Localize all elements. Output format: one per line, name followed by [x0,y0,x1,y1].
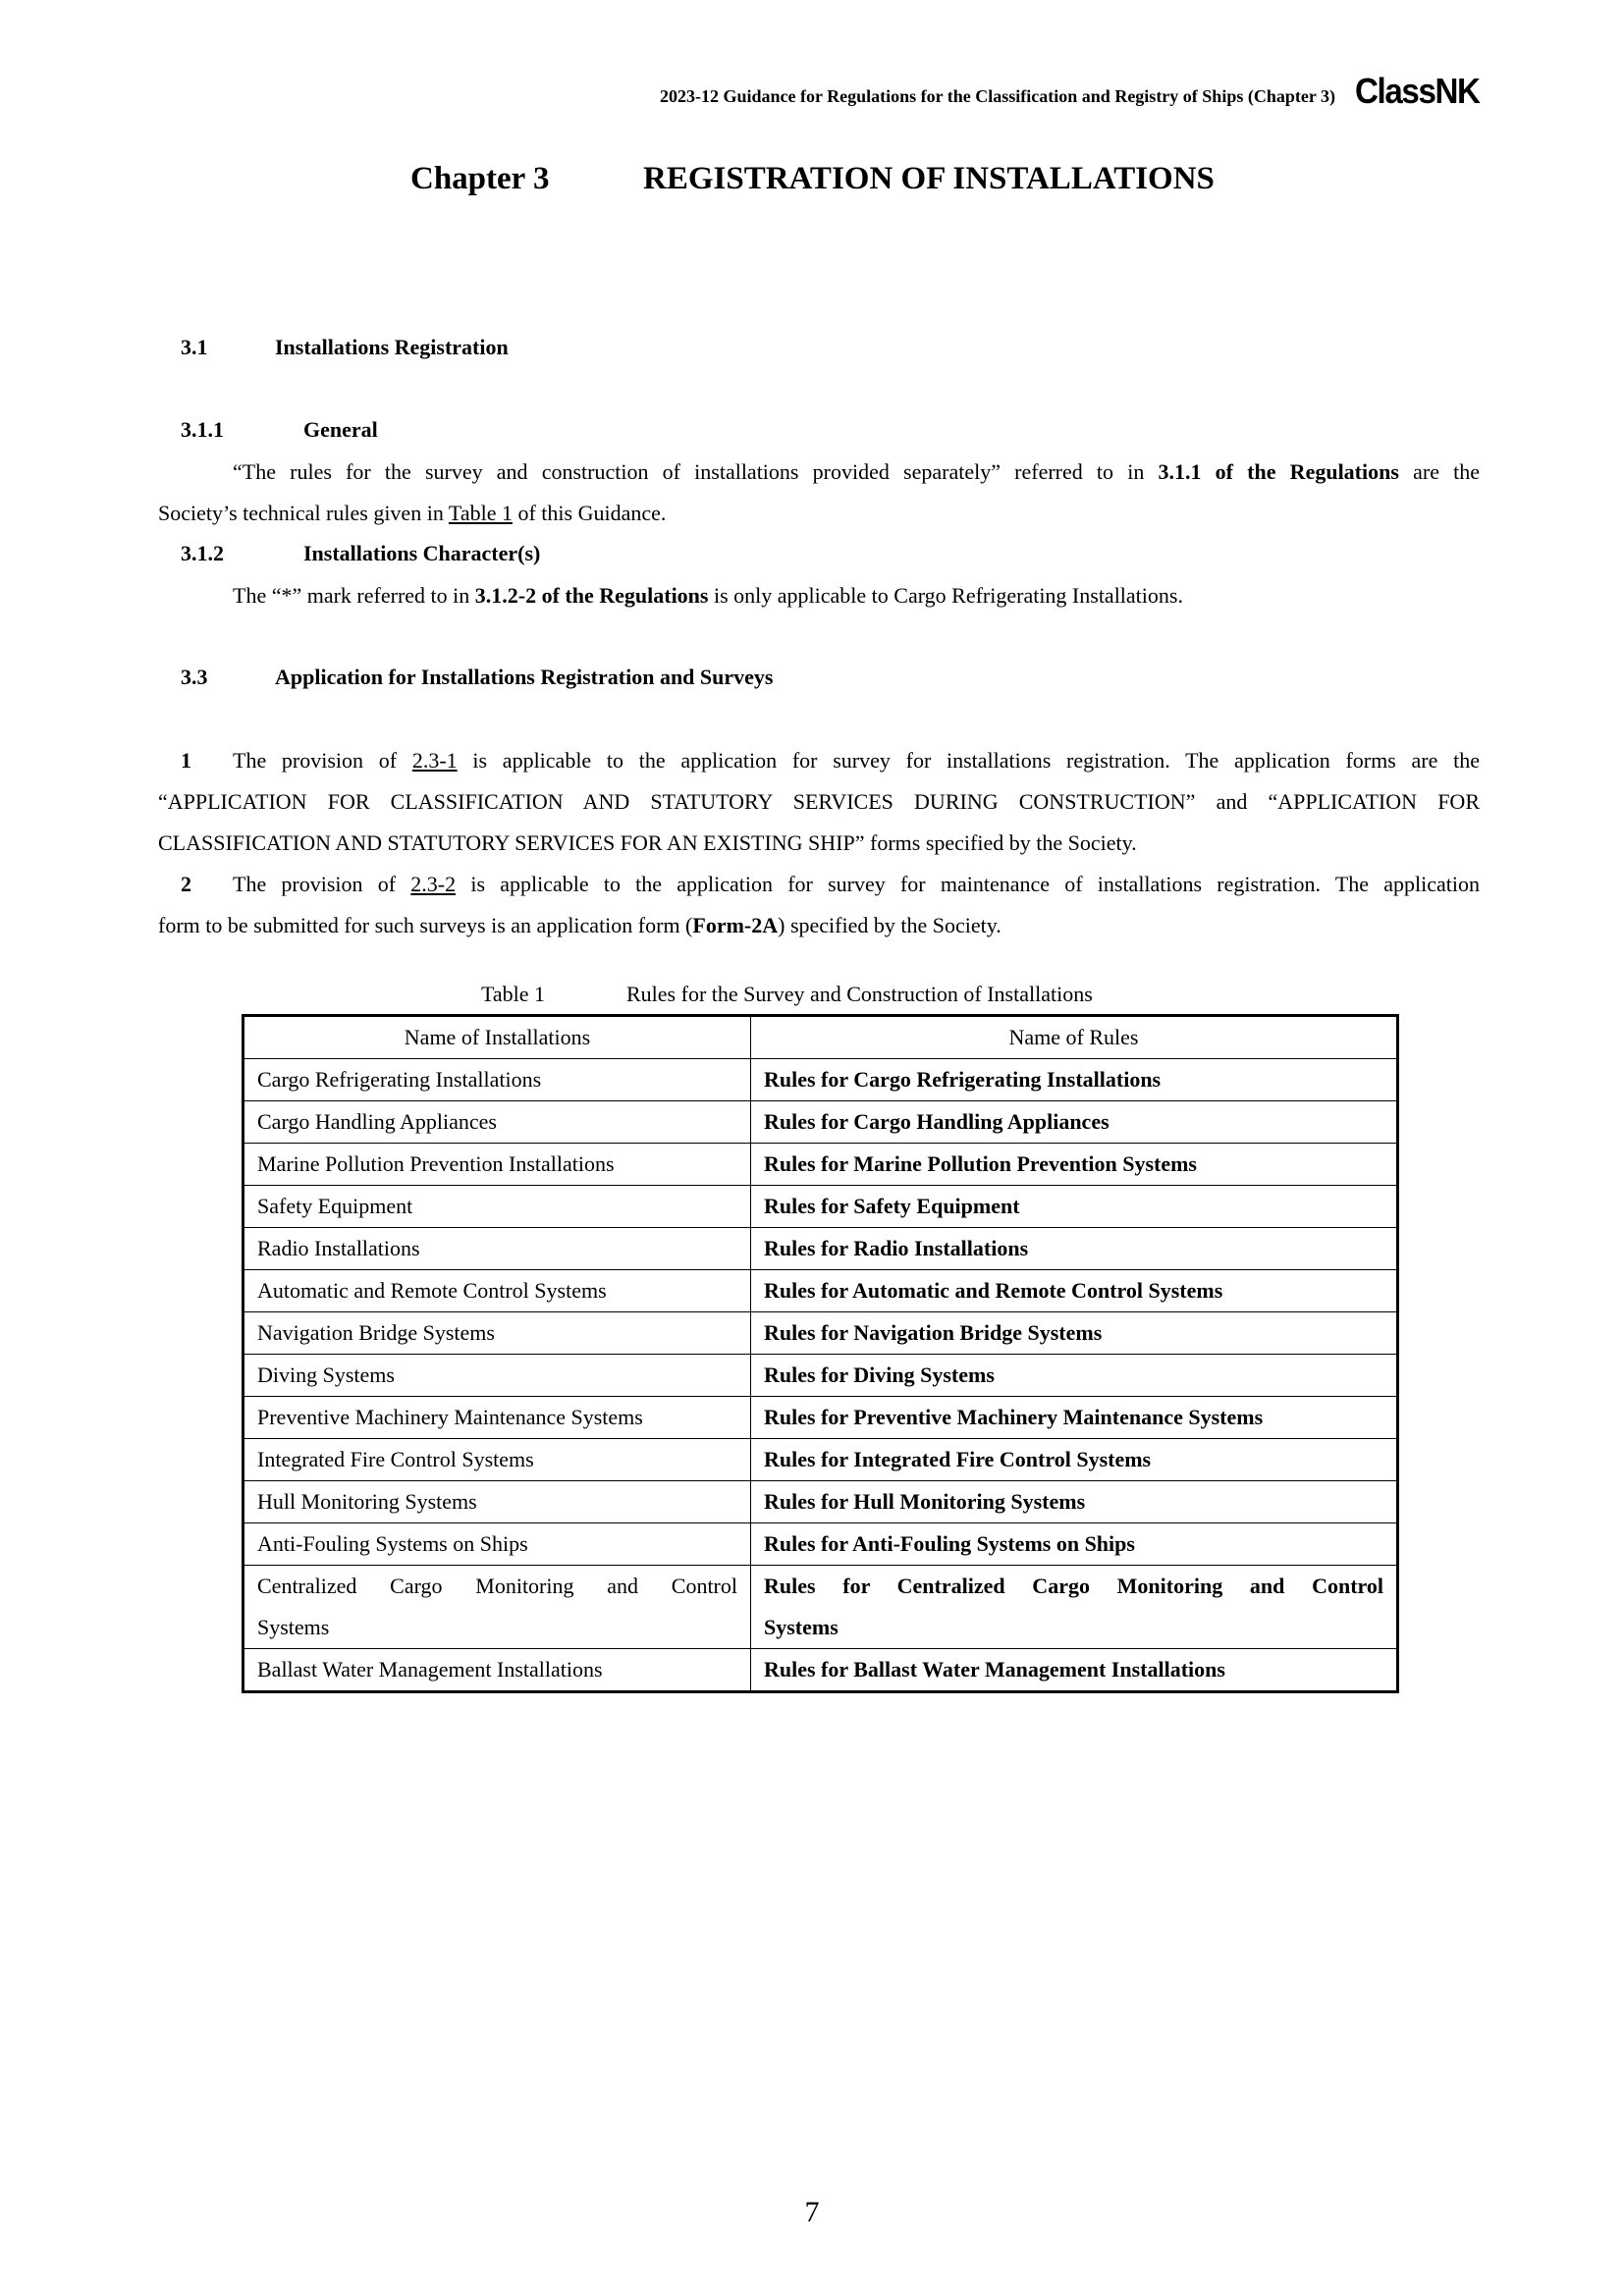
chapter-number: Chapter 3 [410,161,550,196]
installation-name: Cargo Refrigerating Installations [244,1059,751,1101]
regulations-reference: 3.1.2-2 of the Regulations [474,583,709,608]
rule-name: Rules for Automatic and Remote Control Systems [751,1270,1398,1312]
table-row [244,1355,1398,1397]
rule-name: Rules for Anti-Fouling Systems on Ships [751,1523,1398,1566]
table-row [244,1397,1398,1439]
rule-name [751,1566,1398,1649]
item-1-body [158,740,1480,864]
item-1-number: 1 [181,748,191,773]
installation-name: Marine Pollution Prevention Installations [244,1144,751,1186]
installation-name: Navigation Bridge Systems [244,1312,751,1355]
installation-name-line-2: Systems [257,1615,330,1639]
section-3-1-2-number: 3.1.2 [181,541,224,565]
item-2-number: 2 [181,872,191,896]
section-3-1-2-text-2: is only applicable to Cargo Refrigerating Installations. [708,583,1183,608]
rule-name: Rules for Navigation Bridge Systems [751,1312,1398,1355]
section-3-1-1-line-2 [158,493,1480,534]
item-1-line-3: CLASSIFICATION AND STATUTORY SERVICES FOR AN EXISTING SHIP” forms specified by the Society. [158,830,1137,855]
rule-name: Rules for Ballast Water Management Installations [751,1649,1398,1692]
section-3-1-1-line-1 [158,452,1480,493]
installation-name: Radio Installations [244,1228,751,1270]
form-2a-reference: Form-2A [692,913,779,937]
installation-name: Anti-Fouling Systems on Ships [244,1523,751,1566]
table-row [244,1186,1398,1228]
installation-name [244,1566,751,1649]
table-row [244,1566,1398,1649]
rule-name: Rules for Marine Pollution Prevention Systems [751,1144,1398,1186]
table-caption-label: Table 1 [481,982,546,1006]
table-row [244,1523,1398,1566]
header-name-of-rules: Name of Rules [751,1016,1398,1059]
header-name-of-installations: Name of Installations [244,1016,751,1059]
chapter-title: REGISTRATION OF INSTALLATIONS [643,161,1215,196]
table-caption [481,982,1093,1007]
item-2-text-1: The provision of [233,872,411,896]
table-row [244,1144,1398,1186]
installation-name: Automatic and Remote Control Systems [244,1270,751,1312]
page-number: 7 [804,2196,820,2228]
table-caption-title: Rules for the Survey and Construction of Installations [626,982,1093,1006]
table-row [244,1228,1398,1270]
item-2-line-1 [158,864,1480,905]
installation-name: Hull Monitoring Systems [244,1481,751,1523]
item-2-line-2 [158,905,1480,946]
installation-name: Cargo Handling Appliances [244,1101,751,1144]
rule-name-line-1: Rules for Centralized Cargo Monitoring and Control [764,1574,1383,1598]
classnk-logo: ClassNK [1355,71,1480,111]
section-3-1-1-body [158,452,1480,534]
section-3-1-2-text-1: The “*” mark referred to in [233,583,475,608]
installation-name-line-1: Centralized Cargo Monitoring and Control [257,1574,737,1598]
provision-2-3-1-link[interactable]: 2.3-1 [411,748,458,773]
section-3-1-1-text-1: “The rules for the survey and construction of installations provided separately” referred to in [233,459,1159,484]
table-row [244,1270,1398,1312]
item-2-body [158,864,1480,946]
rule-name: Rules for Diving Systems [751,1355,1398,1397]
table-row [244,1481,1398,1523]
running-header: 2023-12 Guidance for Regulations for the Classification and Registry of Ships (Chapter 3) [659,86,1335,106]
table-row [244,1059,1398,1101]
section-3-3-title: Application for Installations Registration and Surveys [275,665,774,689]
item-2-text-2: is applicable to the application for survey for maintenance of installations registration. The application [456,872,1480,896]
table-row [244,1649,1398,1692]
table-row [244,1312,1398,1355]
section-3-1-title: Installations Registration [275,335,509,359]
provision-2-3-2-link[interactable]: 2.3-2 [410,872,457,896]
section-3-1-1-text-2: are the [1398,459,1481,484]
installation-name: Diving Systems [244,1355,751,1397]
item-1-text-2: is applicable to the application for survey for installations registration. The application forms are the [457,748,1480,773]
table-1-link[interactable]: Table 1 [448,501,513,525]
section-3-3-number: 3.3 [181,665,208,689]
rule-name: Rules for Safety Equipment [751,1186,1398,1228]
rule-name: Rules for Cargo Handling Appliances [751,1101,1398,1144]
item-2-text-4: ) specified by the Society. [778,913,1001,937]
section-3-1-1-number: 3.1.1 [181,417,224,442]
installations-table [242,1014,1399,1693]
section-3-1-2-title: Installations Character(s) [303,541,541,565]
regulations-reference: 3.1.1 of the Regulations [1158,459,1399,484]
installation-name: Integrated Fire Control Systems [244,1439,751,1481]
item-1-text-1: The provision of [233,748,412,773]
table-header-row [244,1016,1398,1059]
table-row [244,1439,1398,1481]
section-3-1-1-text-4: of this Guidance. [512,501,667,525]
installation-name: Ballast Water Management Installations [244,1649,751,1692]
rule-name: Rules for Preventive Machinery Maintenance Systems [751,1397,1398,1439]
item-2-text-3: form to be submitted for such surveys is an application form ( [158,913,693,937]
section-3-1-1-text-3: Society’s technical rules given in [158,501,449,525]
item-1-line-1 [158,740,1480,781]
installation-name: Preventive Machinery Maintenance Systems [244,1397,751,1439]
section-3-1-number: 3.1 [181,335,208,359]
rule-name-line-2: Systems [764,1615,839,1639]
section-3-1-2-body [233,575,1183,616]
rule-name: Rules for Radio Installations [751,1228,1398,1270]
table-row [244,1101,1398,1144]
rule-name: Rules for Hull Monitoring Systems [751,1481,1398,1523]
section-3-1-1-title: General [303,417,378,442]
installation-name: Safety Equipment [244,1186,751,1228]
rule-name: Rules for Cargo Refrigerating Installations [751,1059,1398,1101]
rule-name: Rules for Integrated Fire Control Systems [751,1439,1398,1481]
item-1-line-2: “APPLICATION FOR CLASSIFICATION AND STATUTORY SERVICES DURING CONSTRUCTION” and “APPLICATION FOR [158,789,1480,814]
